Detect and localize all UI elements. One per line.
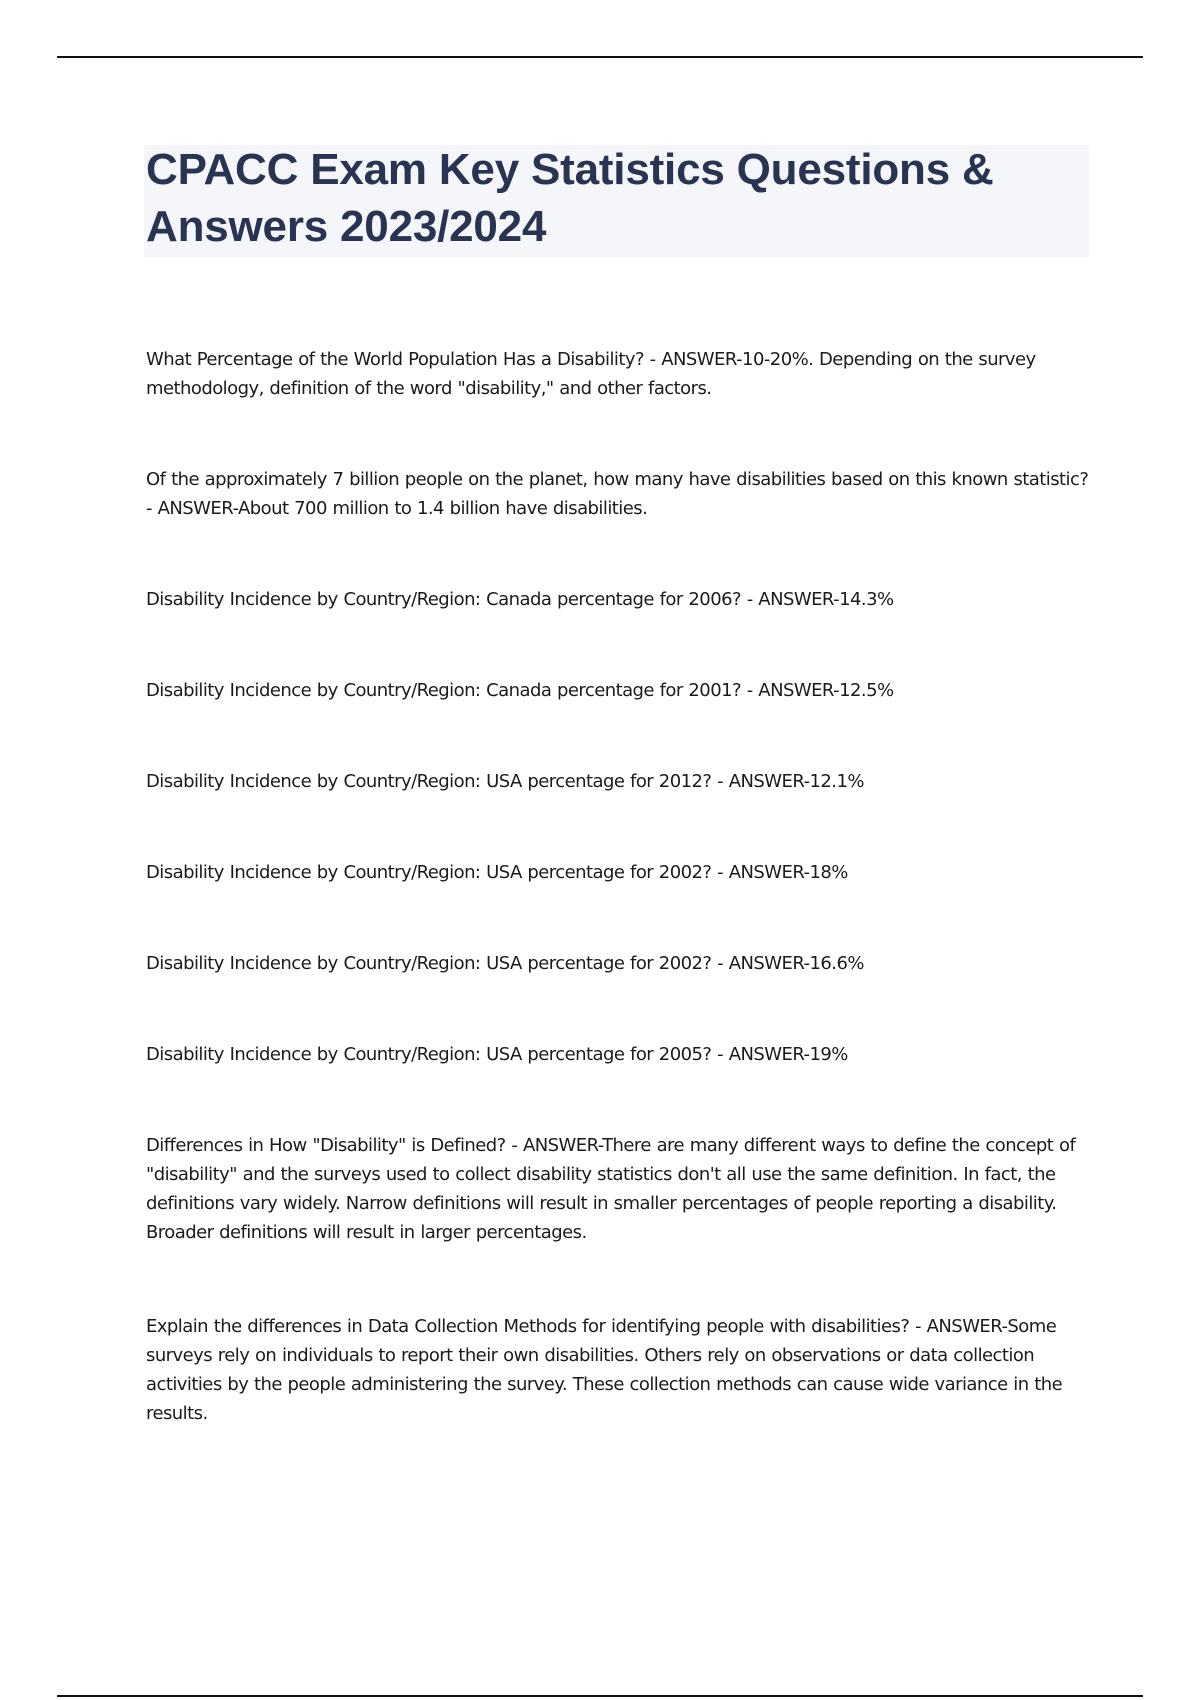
bottom-rule xyxy=(57,1695,1143,1697)
qa-item-definition-differences: Differences in How "Disability" is Defined? - ANSWER-There are many different ways to define the concept of "disability" and the surveys used to collect disability statistics don't all use the same definition. In fact, the definitions vary widely. Narrow definitions will result in smaller percentages of people reporting a disability. Broader definitions will result in larger percentages. xyxy=(146,1135,1076,1243)
qa-item-usa-2005: Disability Incidence by Country/Region: USA percentage for 2005? - ANSWER-19% xyxy=(146,1044,848,1065)
qa-item-canada-2001: Disability Incidence by Country/Region: Canada percentage for 2001? - ANSWER-12.5% xyxy=(146,680,894,701)
qa-item-world-percentage: What Percentage of the World Population Has a Disability? - ANSWER-10-20%. Depending on the survey methodology, definition of the word "disability," and other factors. xyxy=(146,349,1036,399)
qa-item-usa-2002-a: Disability Incidence by Country/Region: USA percentage for 2002? - ANSWER-18% xyxy=(146,862,848,883)
qa-item-usa-2002-b: Disability Incidence by Country/Region: USA percentage for 2002? - ANSWER-16.6% xyxy=(146,953,864,974)
qa-item-usa-2012: Disability Incidence by Country/Region: USA percentage for 2012? - ANSWER-12.1% xyxy=(146,771,864,792)
qa-item-canada-2006: Disability Incidence by Country/Region: Canada percentage for 2006? - ANSWER-14.3% xyxy=(146,589,894,610)
document-title: CPACC Exam Key Statistics Questions & Answers 2023/2024 xyxy=(146,145,994,251)
qa-item-world-count: Of the approximately 7 billion people on the planet, how many have disabilities based on this known statistic? - ANSWER-About 700 million to 1.4 billion have disabilities. xyxy=(146,469,1089,519)
top-rule xyxy=(57,56,1143,58)
qa-item-collection-methods: Explain the differences in Data Collection Methods for identifying people with disabilities? - ANSWER-Some surveys rely on individuals to report their own disabilities. Others rely on observations or data collection activities by the people administering the survey. These collection methods can cause wide variance in the results. xyxy=(146,1316,1063,1424)
